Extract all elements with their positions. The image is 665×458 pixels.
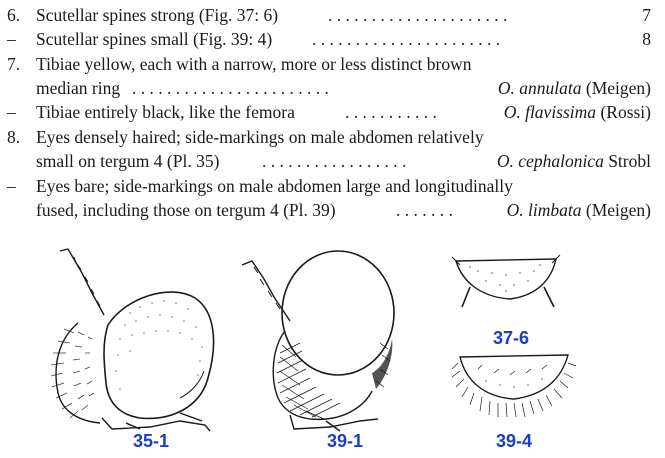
species-author: (Meigen) (585, 78, 651, 98)
couplet-number: 6. (7, 5, 21, 25)
couplet-text: fused, including those on tergum 4 (Pl. 39) (36, 200, 336, 220)
dot-leader: . . . . . . . . . . . . . . . . . . . . . (328, 5, 508, 25)
couplet-text: Scutellar spines strong (Fig. 37: 6) (36, 5, 279, 25)
species-binomial: O. limbata (506, 200, 582, 220)
species-author: Strobl (608, 151, 651, 171)
couplet-text: Scutellar spines small (Fig. 39: 4) (36, 29, 273, 49)
couplet-dash: – (7, 176, 16, 196)
couplet-text: Eyes densely haired; side-markings on male abdomen relatively (36, 127, 484, 147)
species-binomial: O. annulata (497, 78, 582, 98)
couplet-text: Tibiae yellow, each with a narrow, more or less distinct brown (36, 54, 472, 74)
species-name (497, 150, 651, 172)
couplet-text: small on tergum 4 (Pl. 35) (36, 151, 220, 171)
head-illustration-39-1 (230, 243, 440, 433)
scutellum-illustration-39-4 (450, 349, 585, 427)
species-name (504, 101, 651, 123)
couplet-target: 7 (642, 5, 651, 25)
species-name (507, 199, 651, 221)
dot-leader: . . . . . . . . . . . . . . . . . . . . . . . (132, 78, 329, 98)
figure-label-35-1: 35-1 (133, 431, 170, 451)
species-binomial: O. cephalonica (496, 151, 604, 171)
couplet-text: Eyes bare; side-markings on male abdomen large and longitudinally (36, 176, 513, 196)
couplet-text: median ring (36, 78, 121, 98)
couplet-target: 8 (642, 29, 651, 49)
dot-leader: . . . . . . . (396, 200, 453, 220)
figure-label-39-1: 39-1 (327, 431, 364, 451)
figure-label-37-6: 37-6 (493, 328, 530, 348)
species-author: (Rossi) (600, 102, 651, 122)
species-author: (Meigen) (585, 200, 651, 220)
couplet-number: 7. (7, 54, 21, 74)
couplet-number: 8. (7, 127, 21, 147)
head-illustration-35-1 (30, 243, 245, 433)
scutellum-illustration-37-6 (448, 247, 578, 327)
figure-panel (0, 235, 665, 458)
dot-leader: . . . . . . . . . . . . . . . . . (262, 151, 407, 171)
dot-leader: . . . . . . . . . . . (345, 102, 437, 122)
species-binomial: O. flavissima (503, 102, 597, 122)
couplet-dash: – (7, 102, 16, 122)
dot-leader: . . . . . . . . . . . . . . . . . . . . . . (312, 29, 501, 49)
figure-label-39-4: 39-4 (496, 431, 533, 451)
couplet-dash: – (7, 29, 16, 49)
couplet-text: Tibiae entirely black, like the femora (36, 102, 295, 122)
species-name (498, 77, 651, 99)
